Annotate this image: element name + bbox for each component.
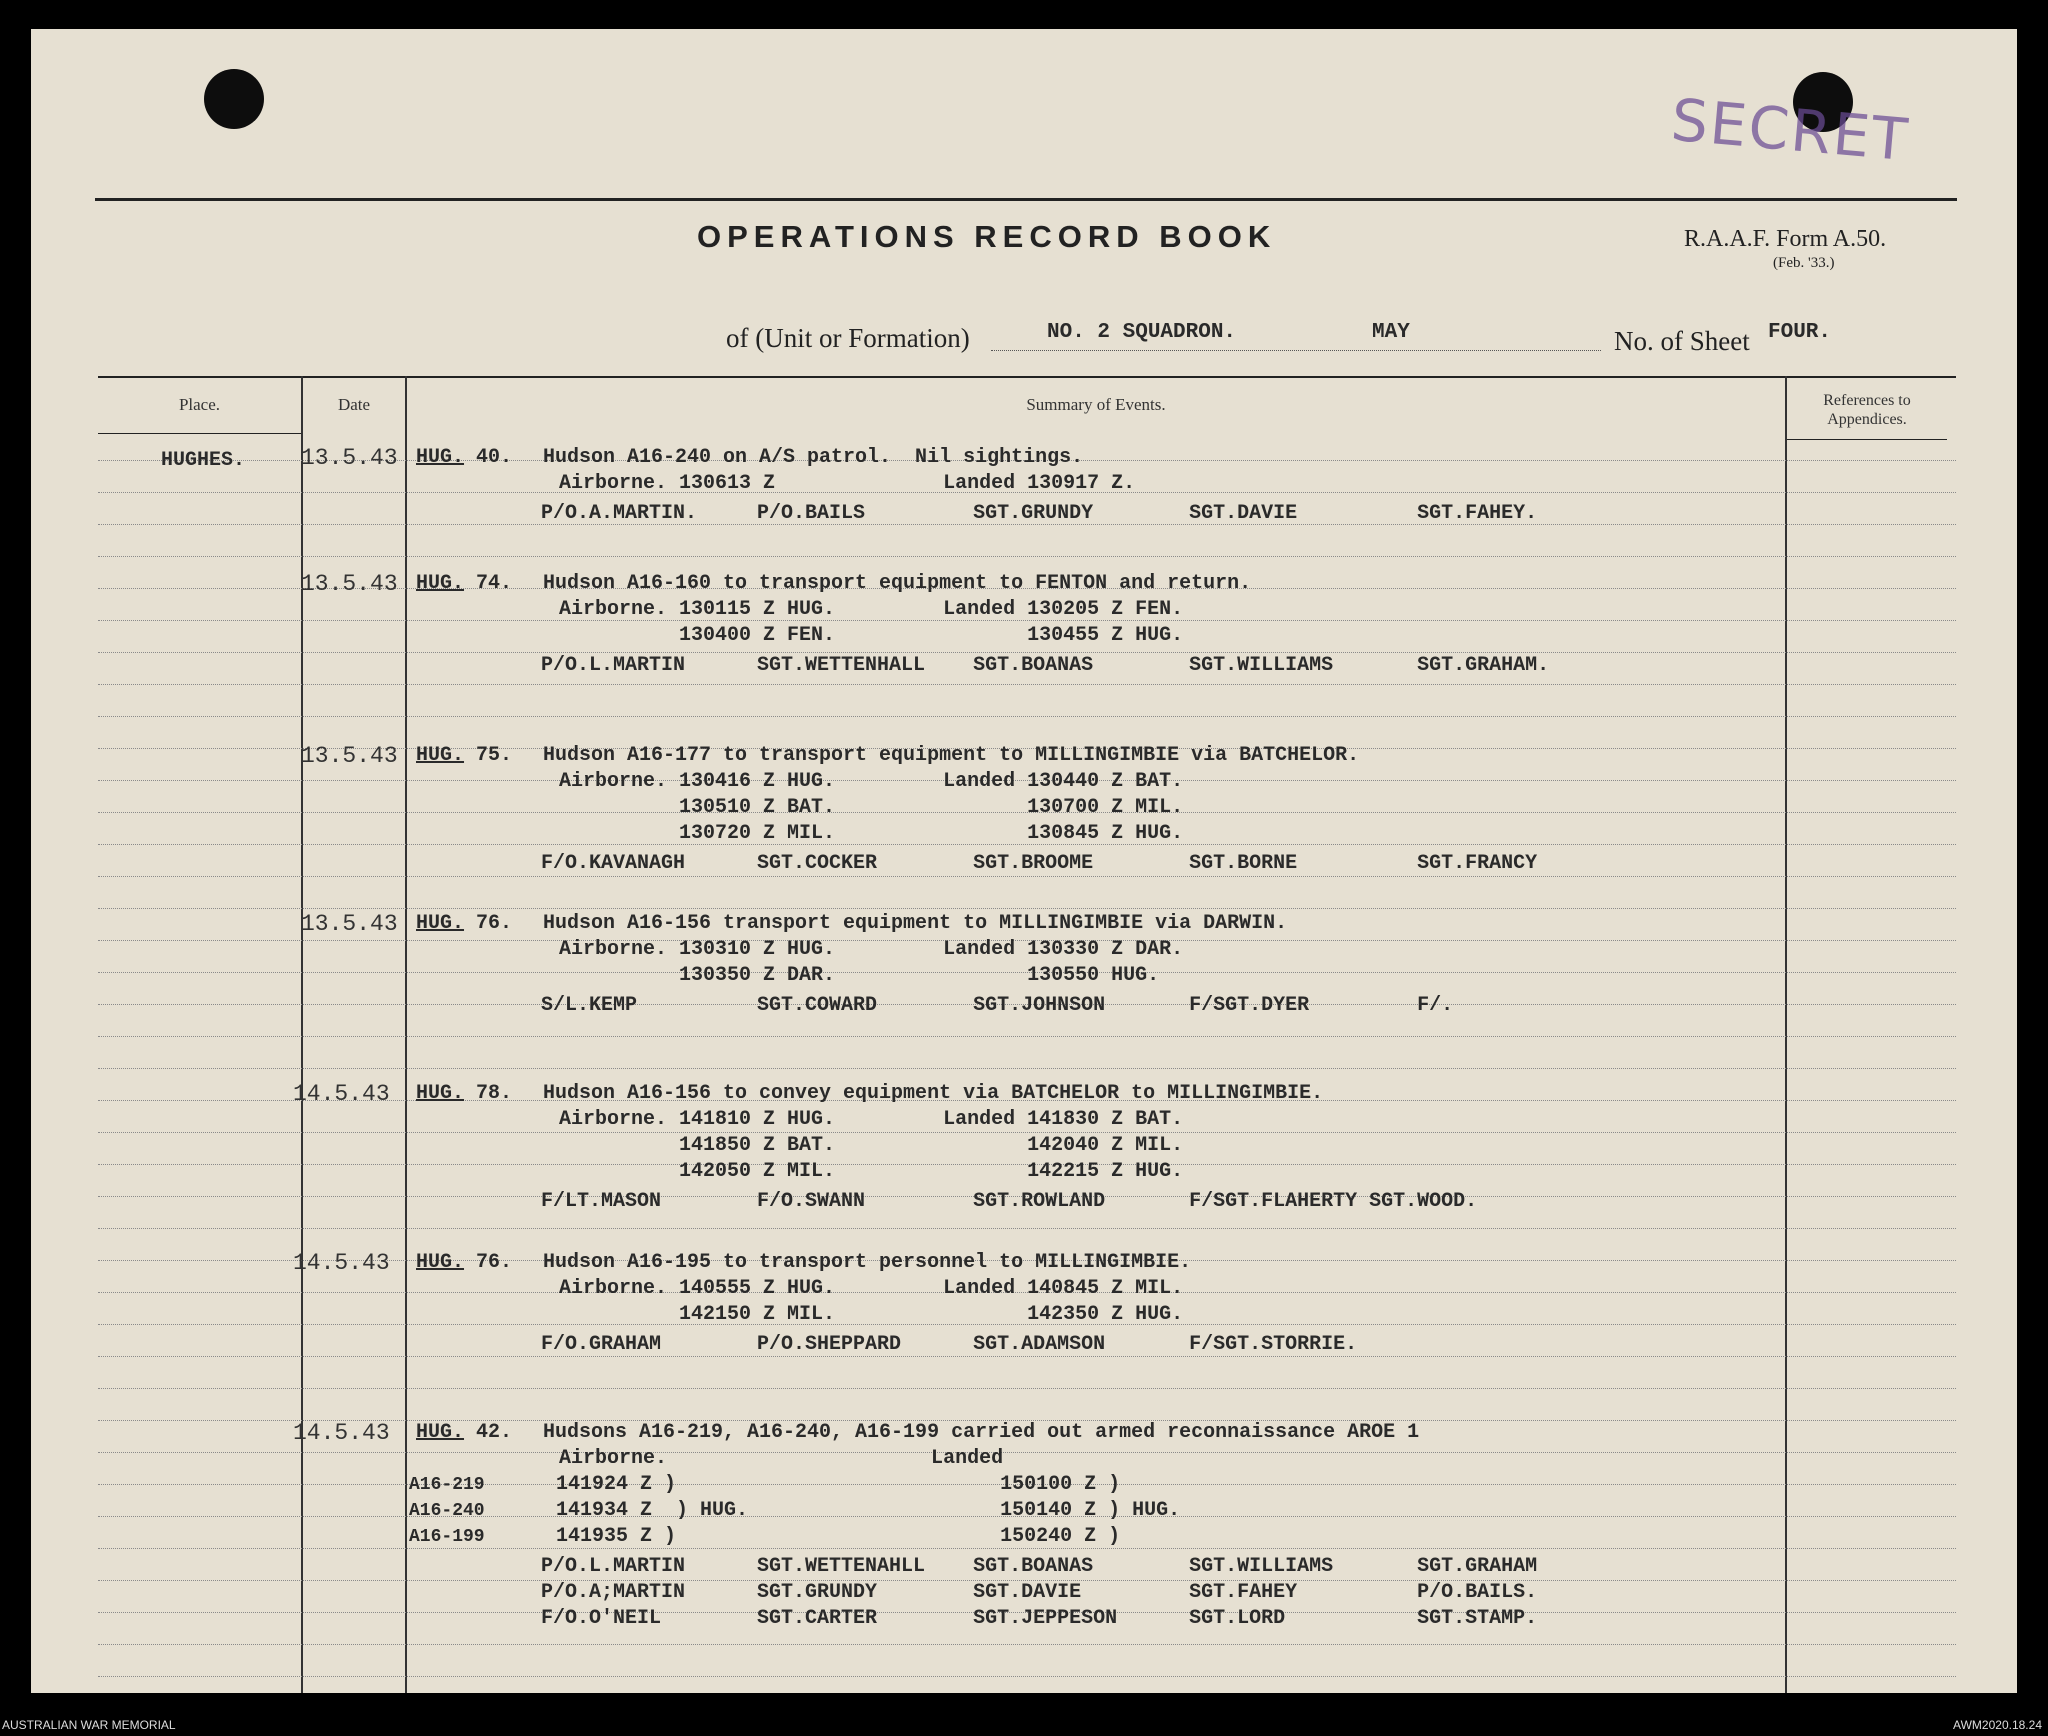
entry-line: Airborne. 130416 Z HUG. Landed 130440 Z BAT. — [559, 770, 1184, 793]
ref-header-rule — [1787, 439, 1947, 440]
place-header-rule — [98, 433, 301, 434]
page-title: OPERATIONS RECORD BOOK — [697, 219, 1277, 254]
operation-code: HUG. — [416, 446, 465, 469]
entry-line: P/O.L.MARTIN SGT.WETTENAHLL SGT.BOANAS SGT.WILLIAMS SGT.GRAHAM — [541, 1555, 1538, 1578]
entry-line: Airborne. 140555 Z HUG. Landed 140845 Z MIL. — [559, 1277, 1184, 1300]
entry-line: 130510 Z BAT. 130700 Z MIL. — [559, 796, 1184, 819]
col-header-place: Place. — [178, 395, 221, 414]
entry-line: Airborne. 130310 Z HUG. Landed 130330 Z DAR. — [559, 938, 1184, 961]
ruled-line — [98, 1644, 1956, 1645]
ruled-line — [98, 1228, 1956, 1229]
entry-line: 141850 Z BAT. 142040 Z MIL. — [559, 1134, 1184, 1157]
entry-line: Airborne. 141810 Z HUG. Landed 141830 Z BAT. — [559, 1108, 1184, 1131]
entry-operation: HUG. 42. — [416, 1421, 513, 1444]
unit-underline — [991, 350, 1601, 351]
entry-operation: HUG. 76. — [416, 912, 513, 935]
entry-operation: HUG. 75. — [416, 744, 513, 767]
entry-date: 14.5.43 — [293, 1420, 390, 1446]
ruled-line — [98, 1036, 1956, 1037]
unit-label: of (Unit or Formation) — [726, 323, 970, 353]
operation-code: HUG. — [416, 912, 465, 935]
operation-code: HUG. — [416, 1082, 465, 1105]
col-header-date: Date — [337, 395, 371, 414]
punch-hole-left — [204, 69, 264, 129]
entry-line: 141934 Z ) HUG. 150140 Z ) HUG. — [556, 1499, 1181, 1522]
aircraft-label: A16-240 — [409, 1501, 485, 1521]
ruled-line — [98, 1068, 1956, 1069]
entry-date: 13.5.43 — [301, 445, 398, 471]
operation-code: HUG. — [416, 1251, 465, 1274]
entry-line: 130350 Z DAR. 130550 HUG. — [559, 964, 1160, 987]
entry-line: F/O.GRAHAM P/O.SHEPPARD SGT.ADAMSON F/SGT.STORRIE. — [541, 1333, 1358, 1356]
entry-line: F/O.KAVANAGH SGT.COCKER SGT.BROOME SGT.BORNE SGT.FRANCY — [541, 852, 1538, 875]
entry-line: Hudson A16-240 on A/S patrol. Nil sightings. — [543, 446, 1084, 469]
entry-date: 14.5.43 — [293, 1250, 390, 1276]
entry-line: F/LT.MASON F/O.SWANN SGT.ROWLAND F/SGT.FLAHERTY SGT.WOOD. — [541, 1190, 1478, 1213]
operation-code: HUG. — [416, 1421, 465, 1444]
ruled-line — [98, 908, 1956, 909]
entry-date: 13.5.43 — [301, 571, 398, 597]
entry-line: Hudson A16-195 to transport personnel to MILLINGIMBIE. — [543, 1251, 1192, 1274]
table-top-rule — [98, 376, 1956, 378]
ruled-line — [98, 1388, 1956, 1389]
entry-line: Hudson A16-160 to transport equipment to FENTON and return. — [543, 572, 1252, 595]
entry-line: Airborne. 130613 Z Landed 130917 Z. — [559, 472, 1136, 495]
entry-date: 14.5.43 — [293, 1081, 390, 1107]
ruled-line — [98, 1452, 1956, 1453]
col-header-summary: Summary of Events. — [1026, 395, 1166, 414]
entry-line: 142150 Z MIL. 142350 Z HUG. — [559, 1303, 1184, 1326]
entry-line: P/O.A.MARTIN. P/O.BAILS SGT.GRUNDY SGT.DAVIE SGT.FAHEY. — [541, 502, 1538, 525]
entry-line: 141924 Z ) 150100 Z ) — [556, 1473, 1121, 1496]
operation-code: HUG. — [416, 572, 465, 595]
entry-line: 142050 Z MIL. 142215 Z HUG. — [559, 1160, 1184, 1183]
entry-operation: HUG. 76. — [416, 1251, 513, 1274]
entry-operation: HUG. 78. — [416, 1082, 513, 1105]
form-reference: R.A.A.F. Form A.50. — [1684, 226, 1887, 252]
entry-line: S/L.KEMP SGT.COWARD SGT.JOHNSON F/SGT.DYER F/. — [541, 994, 1454, 1017]
entry-line: Hudson A16-156 to convey equipment via BATCHELOR to MILLINGIMBIE. — [543, 1082, 1324, 1105]
aircraft-label: A16-199 — [409, 1527, 485, 1547]
document-sheet — [31, 29, 2017, 1693]
col-header-references: References to Appendices. — [1823, 392, 1911, 428]
entry-operation: HUG. 40. — [416, 446, 513, 469]
month-value: MAY — [1372, 321, 1410, 344]
entry-line: 130720 Z MIL. 130845 Z HUG. — [559, 822, 1184, 845]
footer-right: AWM2020.18.24 — [1953, 1718, 2042, 1732]
place-value: HUGHES. — [161, 449, 246, 472]
aircraft-label: A16-219 — [409, 1475, 485, 1495]
entry-line: Airborne. Landed — [559, 1447, 1004, 1470]
entry-line: P/O.L.MARTIN SGT.WETTENHALL SGT.BOANAS SGT.WILLIAMS SGT.GRAHAM. — [541, 654, 1550, 677]
ruled-line — [98, 684, 1956, 685]
secret-stamp: SECRET — [1668, 85, 1912, 175]
entry-line: Hudson A16-177 to transport equipment to MILLINGIMBIE via BATCHELOR. — [543, 744, 1360, 767]
ruled-line — [98, 556, 1956, 557]
entry-date: 13.5.43 — [301, 911, 398, 937]
entry-line: P/O.A;MARTIN SGT.GRUNDY SGT.DAVIE SGT.FAHEY P/O.BAILS. — [541, 1581, 1538, 1604]
summary-ref-divider — [1785, 376, 1787, 1693]
date-summary-divider — [405, 376, 407, 1693]
ruled-line — [98, 1676, 1956, 1677]
entry-line: Hudsons A16-219, A16-240, A16-199 carried out armed reconnaissance AROE 1 — [543, 1421, 1420, 1444]
ruled-line — [98, 716, 1956, 717]
entry-line: F/O.O'NEIL SGT.CARTER SGT.JEPPESON SGT.LORD SGT.STAMP. — [541, 1607, 1538, 1630]
entry-operation: HUG. 74. — [416, 572, 513, 595]
operation-code: HUG. — [416, 744, 465, 767]
header-rule — [95, 198, 1957, 201]
sheet-value: FOUR. — [1768, 321, 1832, 344]
entry-line: Airborne. 130115 Z HUG. Landed 130205 Z FEN. — [559, 598, 1184, 621]
entry-line: Hudson A16-156 transport equipment to MILLINGIMBIE via DARWIN. — [543, 912, 1288, 935]
unit-value: NO. 2 SQUADRON. — [1047, 321, 1237, 344]
entry-line: 130400 Z FEN. 130455 Z HUG. — [559, 624, 1184, 647]
form-date: (Feb. '33.) — [1773, 255, 1835, 271]
entry-date: 13.5.43 — [301, 743, 398, 769]
footer-left: AUSTRALIAN WAR MEMORIAL — [2, 1718, 176, 1732]
entry-line: 141935 Z ) 150240 Z ) — [556, 1525, 1121, 1548]
sheet-label: No. of Sheet — [1614, 326, 1750, 356]
